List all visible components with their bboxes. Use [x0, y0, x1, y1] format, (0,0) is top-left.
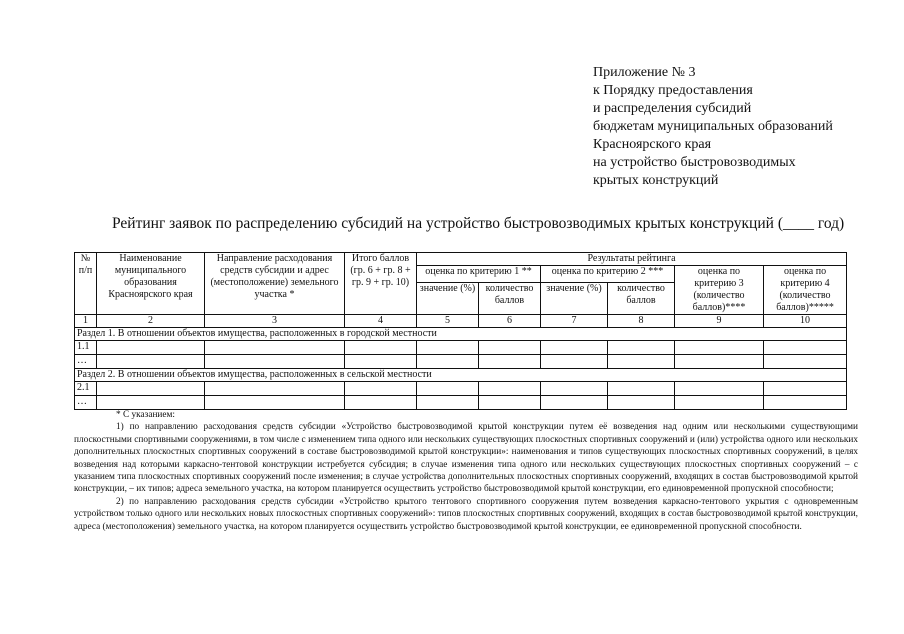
- table-cell: [608, 355, 675, 369]
- header-value-pct: значение (%): [541, 282, 608, 314]
- column-number: 5: [417, 315, 479, 328]
- footnote-paragraph: 2) по направлению расходования средств субсидии «Устройство крытого тентового спортивного сооружения путем возведения каркасно-тентового укрытия с одновременным устройством только одного или нескольких новых плоскостных спортивных сооружений»: типов плоскостных спортивных сооружений, входящих в состав быстровозводимой крытой конструкции, адреса (местоположения) земельного участка, на котором планируется осуществить устройство быстровозводимой крытой конструкции, ее единовременной пропускной способности.: [74, 496, 858, 532]
- header-points: количество баллов: [608, 282, 675, 314]
- table-cell: [764, 396, 847, 410]
- column-number: 9: [675, 315, 764, 328]
- appendix-line: на устройство быстровозводимых: [593, 155, 796, 170]
- table-cell: [764, 341, 847, 355]
- column-number: 6: [479, 315, 541, 328]
- table-cell: [541, 355, 608, 369]
- column-number: 3: [205, 315, 345, 328]
- header-crit1: оценка по критерию 1 **: [417, 266, 541, 283]
- table-cell: [205, 396, 345, 410]
- footnote-star: * С указанием:: [116, 410, 175, 420]
- table-row: [75, 382, 847, 396]
- footnotes: [74, 409, 858, 533]
- header-row: [75, 253, 847, 266]
- column-number-row: [75, 315, 847, 328]
- table-row: [75, 341, 847, 355]
- table-cell: [479, 341, 541, 355]
- column-number: 8: [608, 315, 675, 328]
- row-number: …: [75, 396, 97, 410]
- table-cell: [608, 341, 675, 355]
- table-cell: [764, 382, 847, 396]
- header-name: Наименование муниципального образования Красноярского края: [97, 253, 205, 315]
- table-cell: [97, 396, 205, 410]
- header-crit3: оценка по критерию 3 (количество баллов)****: [675, 266, 764, 315]
- table-cell: [345, 382, 417, 396]
- appendix-line: Красноярского края: [593, 137, 712, 152]
- table-row: [75, 396, 847, 410]
- column-number: 1: [75, 315, 97, 328]
- table-cell: [97, 382, 205, 396]
- table-cell: [675, 341, 764, 355]
- header-results: Результаты рейтинга: [417, 253, 847, 266]
- document-title: Рейтинг заявок по распределению субсидий на устройство быстровозводимых крытых конструкций (____ год): [112, 215, 845, 232]
- appendix-line: крытых конструкций: [593, 173, 719, 188]
- header-crit4: оценка по критерию 4 (количество баллов)*****: [764, 266, 847, 315]
- header-points: количество баллов: [479, 282, 541, 314]
- table-cell: [675, 355, 764, 369]
- appendix-line: бюджетам муниципальных образований: [593, 119, 833, 134]
- header-num: № п/п: [75, 253, 97, 315]
- table-cell: [97, 341, 205, 355]
- row-number: 1.1: [75, 341, 97, 355]
- section-row: [75, 328, 847, 341]
- appendix-line: к Порядку предоставления: [593, 83, 753, 98]
- section-title: Раздел 2. В отношении объектов имущества, расположенных в сельской местности: [75, 369, 847, 382]
- table-cell: [608, 382, 675, 396]
- table-cell: [675, 396, 764, 410]
- section-title: Раздел 1. В отношении объектов имущества, расположенных в городской местности: [75, 328, 847, 341]
- appendix-line: Приложение № 3: [593, 65, 696, 80]
- table-cell: [345, 396, 417, 410]
- table-cell: [417, 396, 479, 410]
- column-number: 7: [541, 315, 608, 328]
- table-cell: [479, 396, 541, 410]
- appendix-block: [593, 64, 893, 190]
- table-cell: [541, 382, 608, 396]
- table-cell: [205, 355, 345, 369]
- header-value-pct: значение (%): [417, 282, 479, 314]
- section-row: [75, 369, 847, 382]
- table-cell: [205, 341, 345, 355]
- table-cell: [675, 382, 764, 396]
- table-cell: [541, 396, 608, 410]
- table-cell: [479, 355, 541, 369]
- table-cell: [345, 355, 417, 369]
- header-crit2: оценка по критерию 2 ***: [541, 266, 675, 283]
- appendix-line: и распределения субсидий: [593, 101, 752, 116]
- row-number: …: [75, 355, 97, 369]
- header-direction: Направление расходования средств субсидии и адрес (местоположение) земельного участка *: [205, 253, 345, 315]
- table-cell: [345, 341, 417, 355]
- table-row: [75, 355, 847, 369]
- table-cell: [97, 355, 205, 369]
- table-cell: [608, 396, 675, 410]
- table-cell: [417, 382, 479, 396]
- column-number: 2: [97, 315, 205, 328]
- table-cell: [205, 382, 345, 396]
- table-cell: [417, 355, 479, 369]
- table-cell: [417, 341, 479, 355]
- table-cell: [479, 382, 541, 396]
- table-cell: [764, 355, 847, 369]
- rating-table: [74, 252, 847, 410]
- footnote-paragraph: 1) по направлению расходования средств субсидии «Устройство быстровозводимой крытой конструкции путем её возведения над одним или несколькими существующими плоскостными спортивными сооружениями, в том числе с изменением типа одного или нескольких существующих плоскостных спортивных сооружений и (или) устройства одного или нескольких дополнительных плоскостных спортивных сооружений в составе быстровозводимой крытой конструкции»: наименования и типов существующих плоскостных спортивных сооружений, в целях возведения над которыми каркасно-тентовой конструкции истребуется субсидия; в случае изменения типа одного или нескольких существующих плоскостных спортивных сооружений – с указанием типа плоскостных спортивных сооружений после изменения; в случае устройства дополнительных плоскостных спортивных сооружений, входящих в состав быстровозводимой крытой конструкции, – их типов; адреса земельного участка, на котором планируется осуществить устройство быстровозводимой крытой конструкции, его единовременной пропускной способности;: [74, 422, 858, 495]
- header-total: Итого баллов (гр. 6 + гр. 8 + гр. 9 + гр. 10): [345, 253, 417, 315]
- column-number: 10: [764, 315, 847, 328]
- column-number: 4: [345, 315, 417, 328]
- table-cell: [541, 341, 608, 355]
- row-number: 2.1: [75, 382, 97, 396]
